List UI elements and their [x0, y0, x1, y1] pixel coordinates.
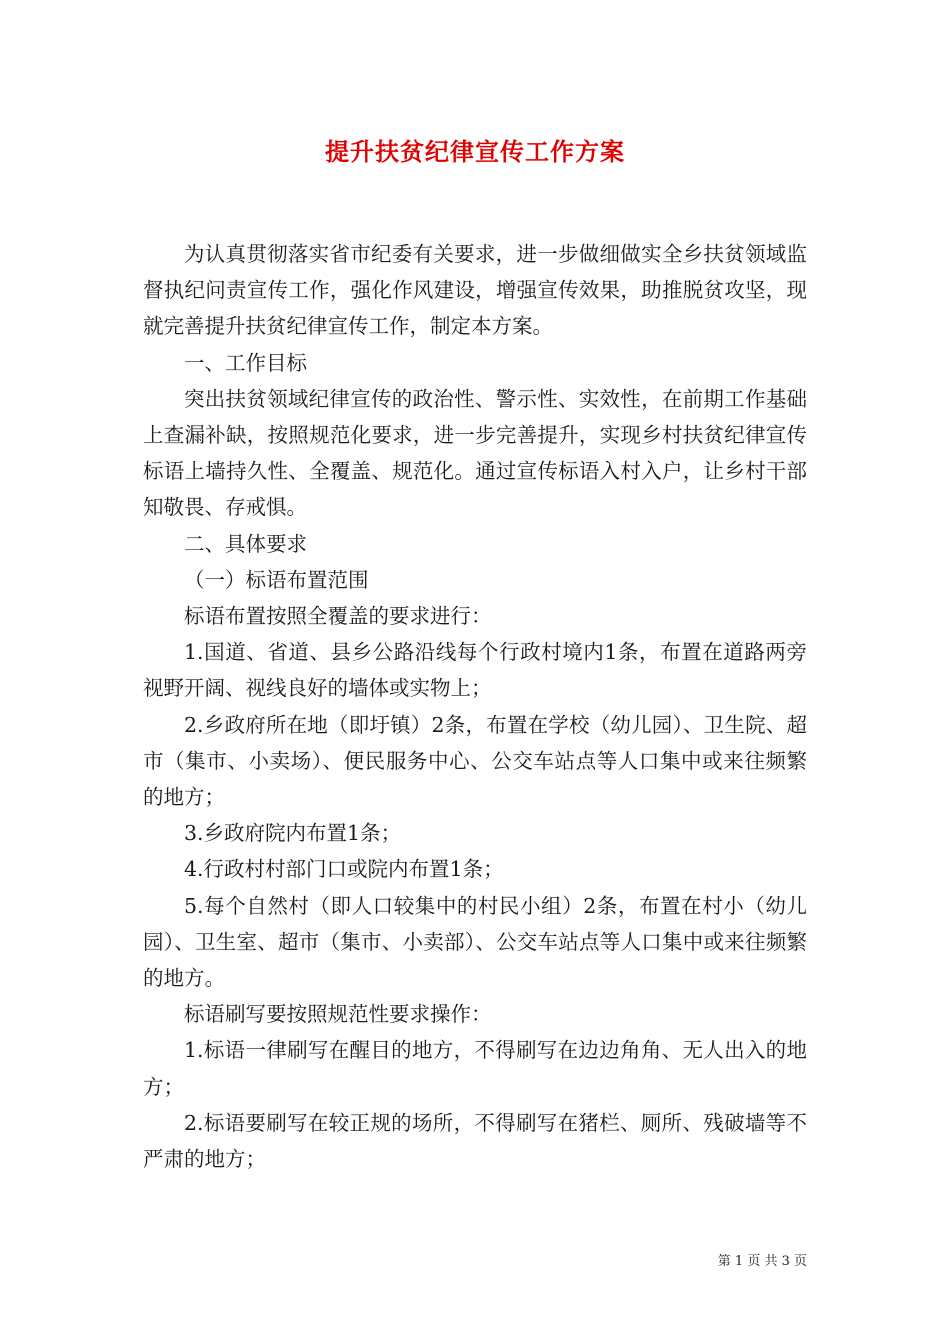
list-item-scope-3: 3.乡政府院内布置1条； [184, 821, 402, 846]
document-body [143, 236, 807, 1177]
page-number: 第 1 页 共 3 页 [717, 1254, 807, 1269]
subheading-slogan-scope: （一）标语布置范围 [184, 567, 369, 592]
paragraph-painting-intro: 标语刷写要按照规范性要求操作： [184, 1002, 492, 1027]
list-item-painting-2: 2.标语要刷写在较正规的场所，不得刷写在猪栏、厕所、残破墙等不严肃的地方； [143, 1110, 807, 1172]
list-item-scope-5: 5.每个自然村（即人口较集中的村民小组）2条，布置在村小（幼儿园）、卫生室、超市（集市、小卖部）、公交车站点等人口集中或来往频繁的地方。 [143, 893, 807, 991]
paragraph-scope-intro: 标语布置按照全覆盖的要求进行： [184, 604, 492, 629]
document-title: 提升扶贫纪律宣传工作方案 [325, 137, 625, 166]
list-item-scope-4: 4.行政村村部门口或院内布置1条； [184, 857, 504, 882]
list-item-scope-2: 2.乡政府所在地（即圩镇）2条，布置在学校（幼儿园）、卫生院、超市（集市、小卖场）、便民服务中心、公交车站点等人口集中或来往频繁的地方； [143, 712, 807, 810]
heading-requirements: 二、具体要求 [184, 531, 307, 556]
paragraph-goal: 突出扶贫领域纪律宣传的政治性、警示性、实效性，在前期工作基础上查漏补缺，按照规范化要求，进一步完善提升，实现乡村扶贫纪律宣传标语上墙持久性、全覆盖、规范化。通过宣传标语入村入户，让乡村干部知敬畏、存戒惧。 [143, 386, 807, 520]
list-item-painting-1: 1.标语一律刷写在醒目的地方，不得刷写在边边角角、无人出入的地方； [143, 1038, 807, 1099]
list-item-scope-1: 1.国道、省道、县乡公路沿线每个行政村境内1条，布置在道路两旁视野开阔、视线良好的墙体或实物上； [143, 640, 807, 701]
heading-work-goal: 一、工作目标 [184, 350, 307, 375]
paragraph-intro: 为认真贯彻落实省市纪委有关要求，进一步做细做实全乡扶贫领域监督执纪问责宣传工作，强化作风建设，增强宣传效果，助推脱贫攻坚，现就完善提升扶贫纪律宣传工作，制定本方案。 [143, 242, 807, 339]
